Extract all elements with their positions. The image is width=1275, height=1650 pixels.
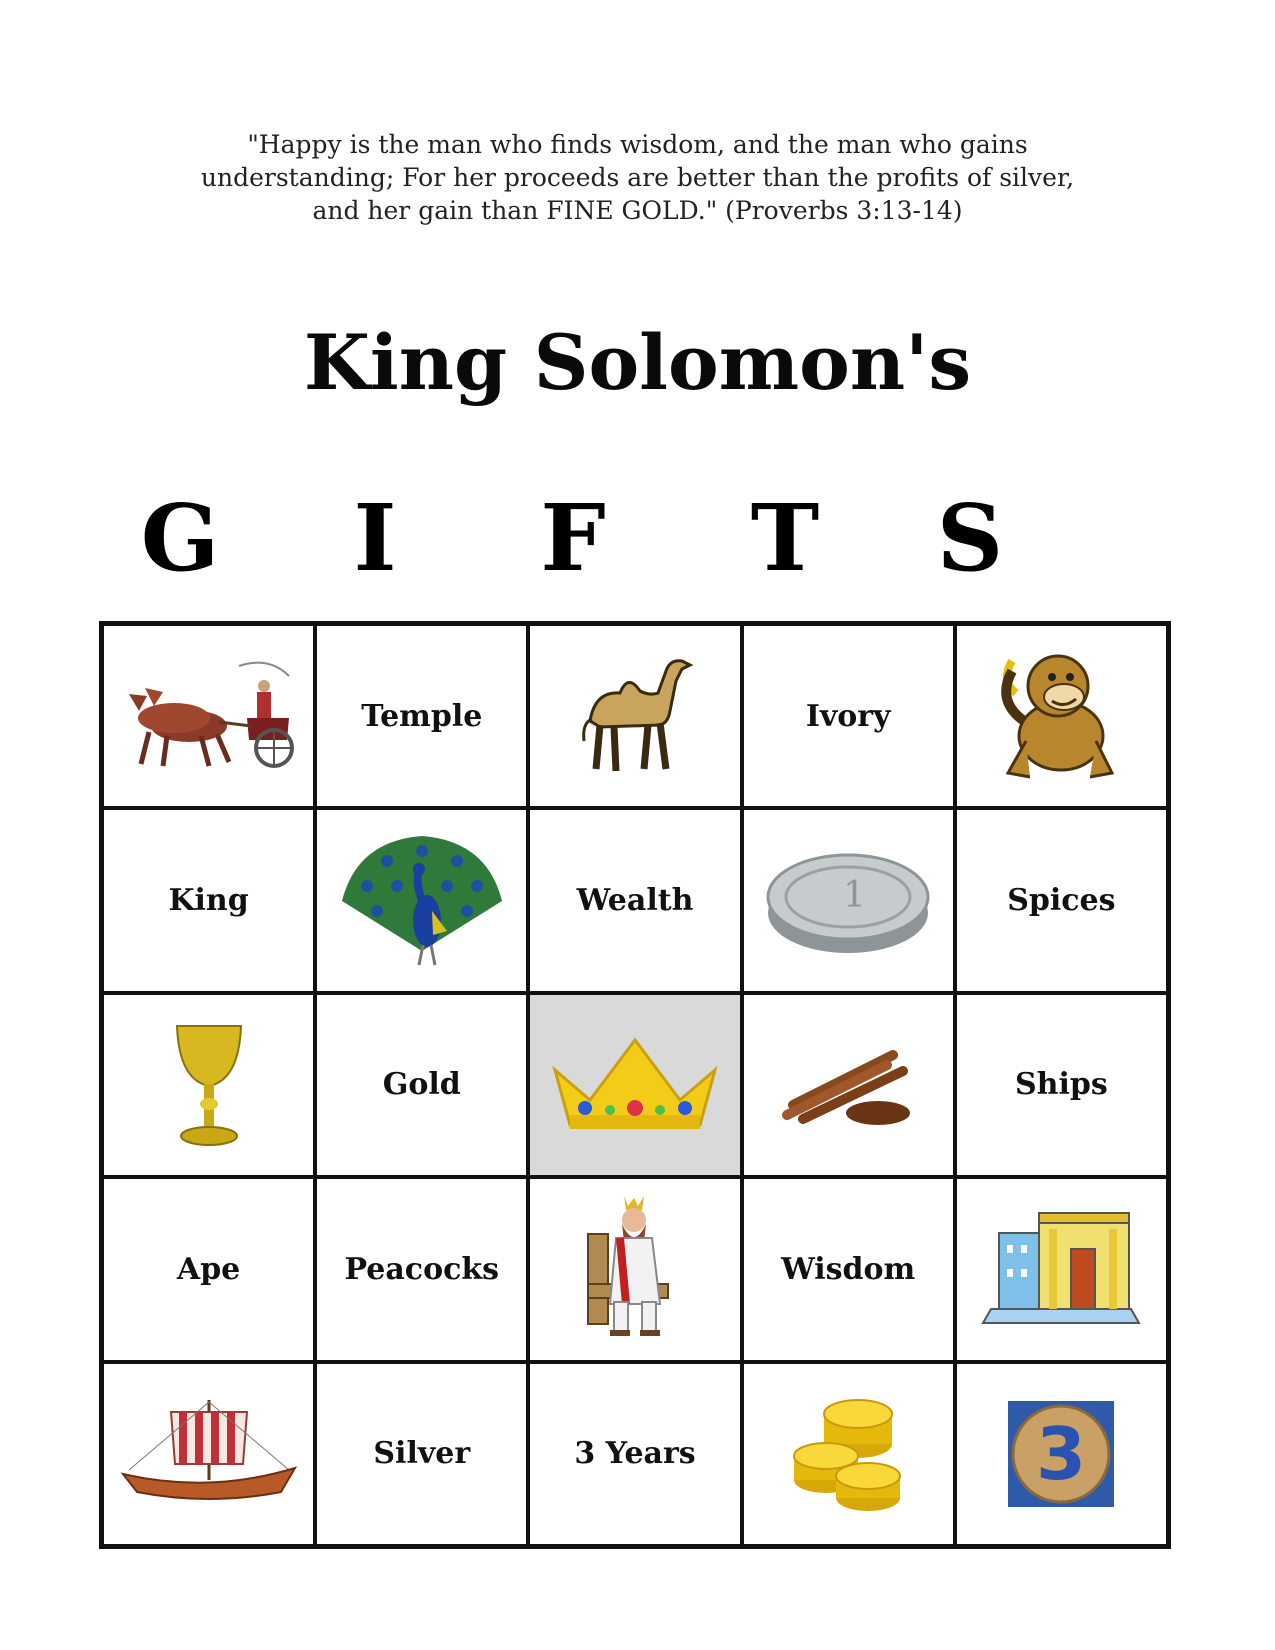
grid-cell[interactable] bbox=[955, 993, 1168, 1177]
page-title: King Solomon's bbox=[303, 318, 972, 407]
grid-cell[interactable] bbox=[528, 624, 741, 808]
column-letter-t: T bbox=[750, 484, 820, 592]
seated-king-icon bbox=[580, 1194, 690, 1344]
grid-cell[interactable] bbox=[102, 808, 315, 992]
column-letter-i: I bbox=[353, 484, 397, 592]
cell-word: 3 Years bbox=[574, 1436, 696, 1472]
ape-icon bbox=[986, 641, 1136, 791]
grid-cell[interactable] bbox=[742, 624, 955, 808]
camel-icon bbox=[570, 651, 700, 781]
grid-cell[interactable] bbox=[315, 1177, 528, 1361]
grid-cell[interactable] bbox=[315, 624, 528, 808]
grid-cell[interactable] bbox=[528, 808, 741, 992]
quote-line-3: and her gain than FINE GOLD." (Proverbs 3:13-14) bbox=[312, 196, 963, 225]
quote-line-2: understanding; For her proceeds are better than the profits of silver, bbox=[200, 163, 1075, 192]
gold-goblet-icon bbox=[169, 1020, 249, 1150]
gifts-header-letters bbox=[100, 484, 1175, 592]
grid-cell[interactable] bbox=[528, 1177, 741, 1361]
grid-cell[interactable] bbox=[102, 624, 315, 808]
grid-cell[interactable] bbox=[742, 1177, 955, 1361]
grid-cell[interactable] bbox=[955, 808, 1168, 992]
number-three-block-icon bbox=[1006, 1399, 1116, 1509]
cell-word: Spices bbox=[1007, 883, 1116, 919]
grid-cell[interactable] bbox=[742, 808, 955, 992]
ship-icon bbox=[119, 1394, 299, 1514]
grid-cell[interactable] bbox=[955, 1362, 1168, 1546]
column-letter-g: G bbox=[140, 484, 220, 592]
gold-coins-icon bbox=[788, 1394, 908, 1514]
cell-word: Wisdom bbox=[781, 1251, 916, 1287]
cell-word: Wealth bbox=[576, 883, 694, 919]
column-letter-f: F bbox=[540, 484, 606, 592]
cell-word: Ape bbox=[176, 1251, 241, 1287]
cell-word: Temple bbox=[361, 698, 483, 734]
svg-text:1: 1 bbox=[843, 874, 867, 916]
cinnamon-spice-icon bbox=[773, 1035, 923, 1135]
grid-cell[interactable] bbox=[955, 1177, 1168, 1361]
chariot-icon bbox=[119, 656, 299, 776]
grid-cell[interactable] bbox=[315, 808, 528, 992]
bingo-grid bbox=[99, 621, 1171, 1549]
crown-icon bbox=[545, 1030, 725, 1140]
grid-cell[interactable] bbox=[102, 1177, 315, 1361]
grid-cell[interactable] bbox=[102, 1362, 315, 1546]
quote-line-1: "Happy is the man who finds wisdom, and the man who gains bbox=[247, 130, 1028, 159]
cell-word: Silver bbox=[373, 1436, 471, 1472]
peacock-icon bbox=[337, 831, 507, 971]
grid-cell[interactable] bbox=[955, 624, 1168, 808]
grid-cell-free[interactable] bbox=[528, 993, 741, 1177]
grid-cell[interactable] bbox=[742, 993, 955, 1177]
cell-word: Gold bbox=[382, 1067, 461, 1103]
silver-coin-icon bbox=[763, 841, 933, 961]
scripture-quote bbox=[150, 128, 1125, 227]
grid-cell[interactable] bbox=[742, 1362, 955, 1546]
temple-building-icon bbox=[981, 1209, 1141, 1329]
cell-word: Peacocks bbox=[344, 1251, 500, 1287]
cell-word: King bbox=[168, 883, 249, 919]
column-letter-s: S bbox=[936, 484, 1004, 592]
grid-cell[interactable] bbox=[528, 1362, 741, 1546]
grid-cell[interactable] bbox=[315, 993, 528, 1177]
cell-word: Ivory bbox=[805, 698, 891, 734]
cell-word: Ships bbox=[1015, 1067, 1108, 1103]
grid-cell[interactable] bbox=[315, 1362, 528, 1546]
grid-cell[interactable] bbox=[102, 993, 315, 1177]
number-three-label: 3 bbox=[1036, 1411, 1087, 1496]
